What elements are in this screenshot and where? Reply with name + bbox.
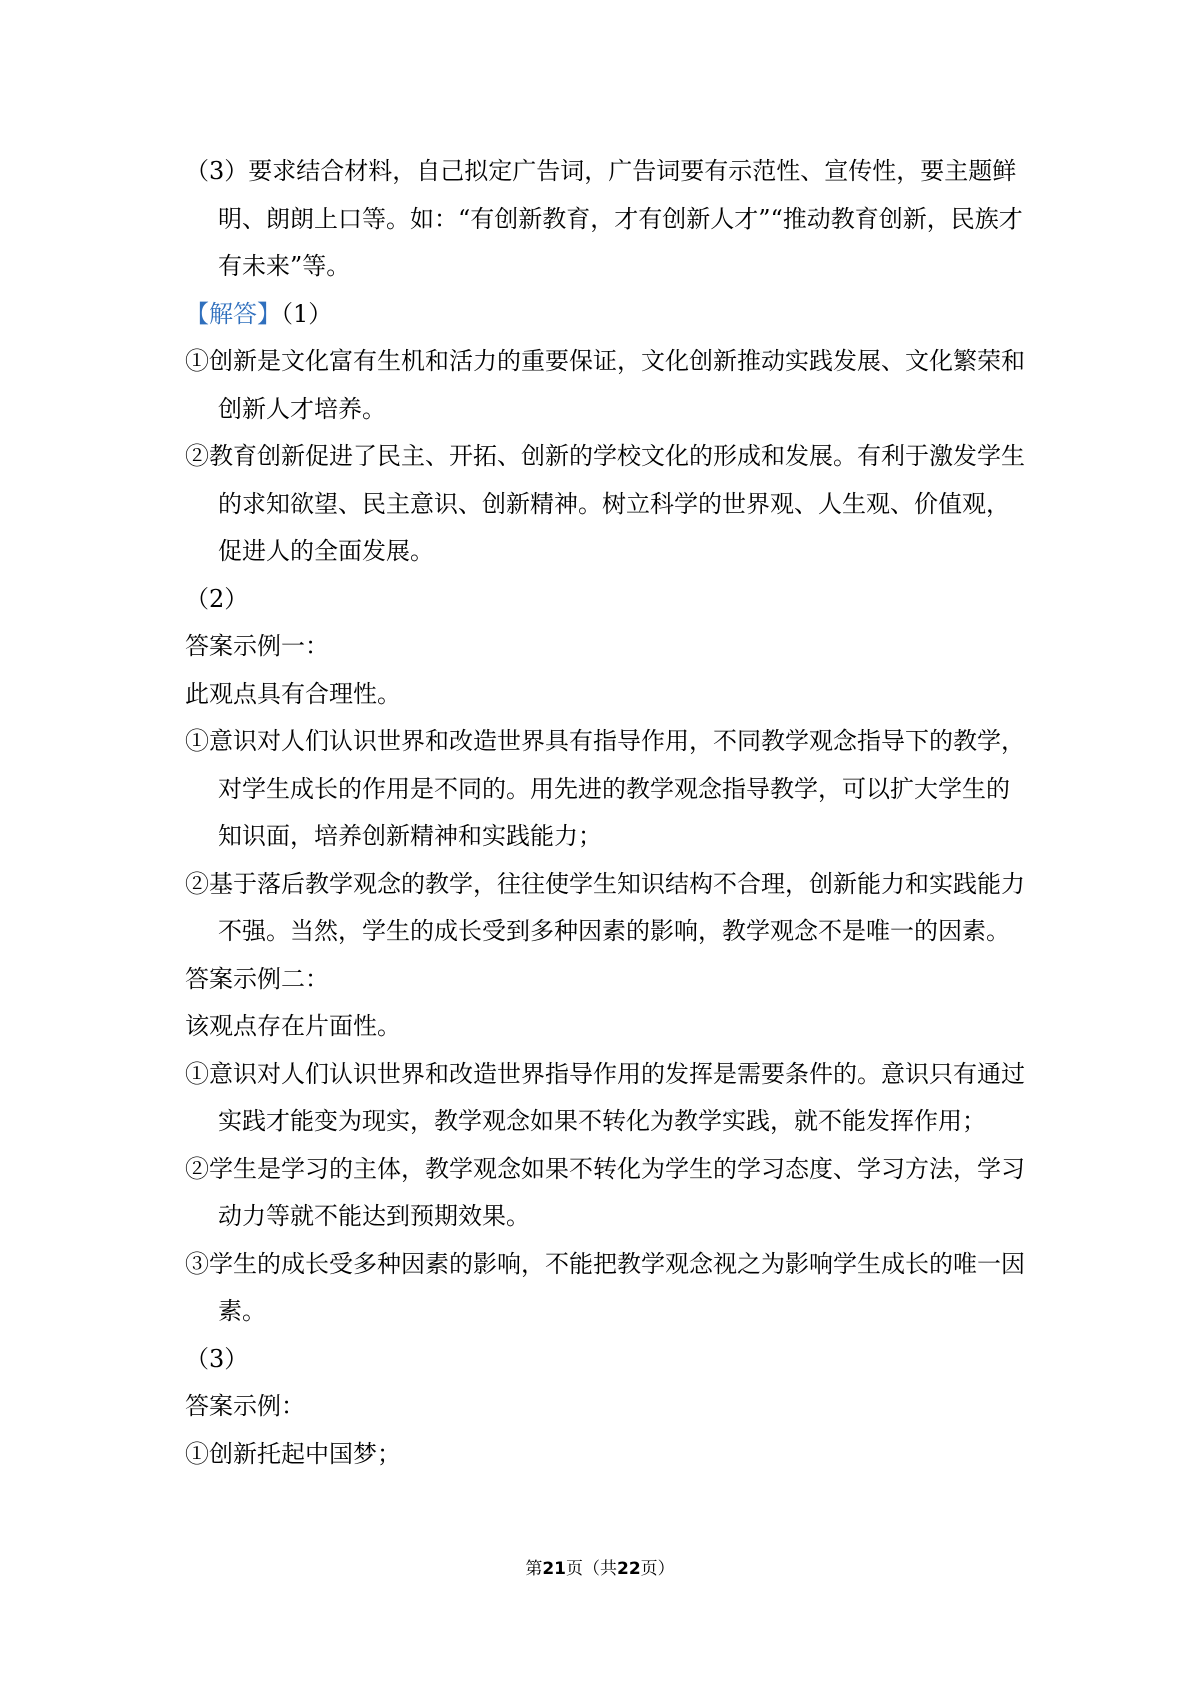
example1-item-1: ①意识对人们认识世界和改造世界具有指导作用，不同教学观念指导下的教学，对学生成长的作用是不同的。用先进的教学观念指导教学，可以扩大学生的知识面，培养创新精神和实践能力； [185,727,1025,850]
page-footer [0,1557,1200,1581]
part1-head: （1） [281,299,333,328]
answer-label: 【解答】 [185,299,281,328]
example3-item-1: ①创新托起中国梦； [185,1439,401,1468]
example2-item-1: ①意识对人们认识世界和改造世界指导作用的发挥是需要条件的。意识只有通过实践才能变为现实，教学观念如果不转化为教学实践，就不能发挥作用； [185,1059,1025,1135]
footer-suffix: 页） [640,1559,675,1579]
example1-title: 答案示例一： [185,632,329,660]
example1-view: 此观点具有合理性。 [185,679,401,708]
intro-item-3: （3）要求结合材料，自己拟定广告词，广告词要有示范性、宣传性，要主题鲜明、朗朗上口等。如：“有创新教育，才有创新人才”“推动教育创新，民族才有未来”等。 [185,157,1023,280]
part2-head: （2） [185,584,249,613]
footer-middle: 页（共 [566,1559,617,1579]
part1-item-1: ①创新是文化富有生机和活力的重要保证，文化创新推动实践发展、文化繁荣和创新人才培养。 [185,347,1025,423]
part1-item-2: ②教育创新促进了民主、开拓、创新的学校文化的形成和发展。有利于激发学生的求知欲望、民主意识、创新精神。树立科学的世界观、人生观、价值观，促进人的全面发展。 [185,442,1025,565]
example1-item-2: ②基于落后教学观念的教学，往往使学生知识结构不合理，创新能力和实践能力不强。当然，学生的成长受到多种因素的影响，教学观念不是唯一的因素。 [185,869,1025,945]
footer-prefix: 第 [525,1559,543,1579]
answer-heading [185,291,1025,339]
example3-title: 答案示例： [185,1392,305,1420]
page-content [185,148,1025,1478]
example2-view: 该观点存在片面性。 [185,1012,401,1040]
example2-item-3: ③学生的成长受多种因素的影响，不能把教学观念视之为影响学生成长的唯一因素。 [185,1249,1025,1325]
example2-item-2: ②学生是学习的主体，教学观念如果不转化为学生的学习态度、学习方法，学习动力等就不能达到预期效果。 [185,1154,1025,1230]
total-pages: 22 [617,1559,641,1579]
example2-title: 答案示例二： [185,964,329,993]
part3-head: （3） [185,1344,249,1373]
page-number: 21 [542,1559,566,1579]
